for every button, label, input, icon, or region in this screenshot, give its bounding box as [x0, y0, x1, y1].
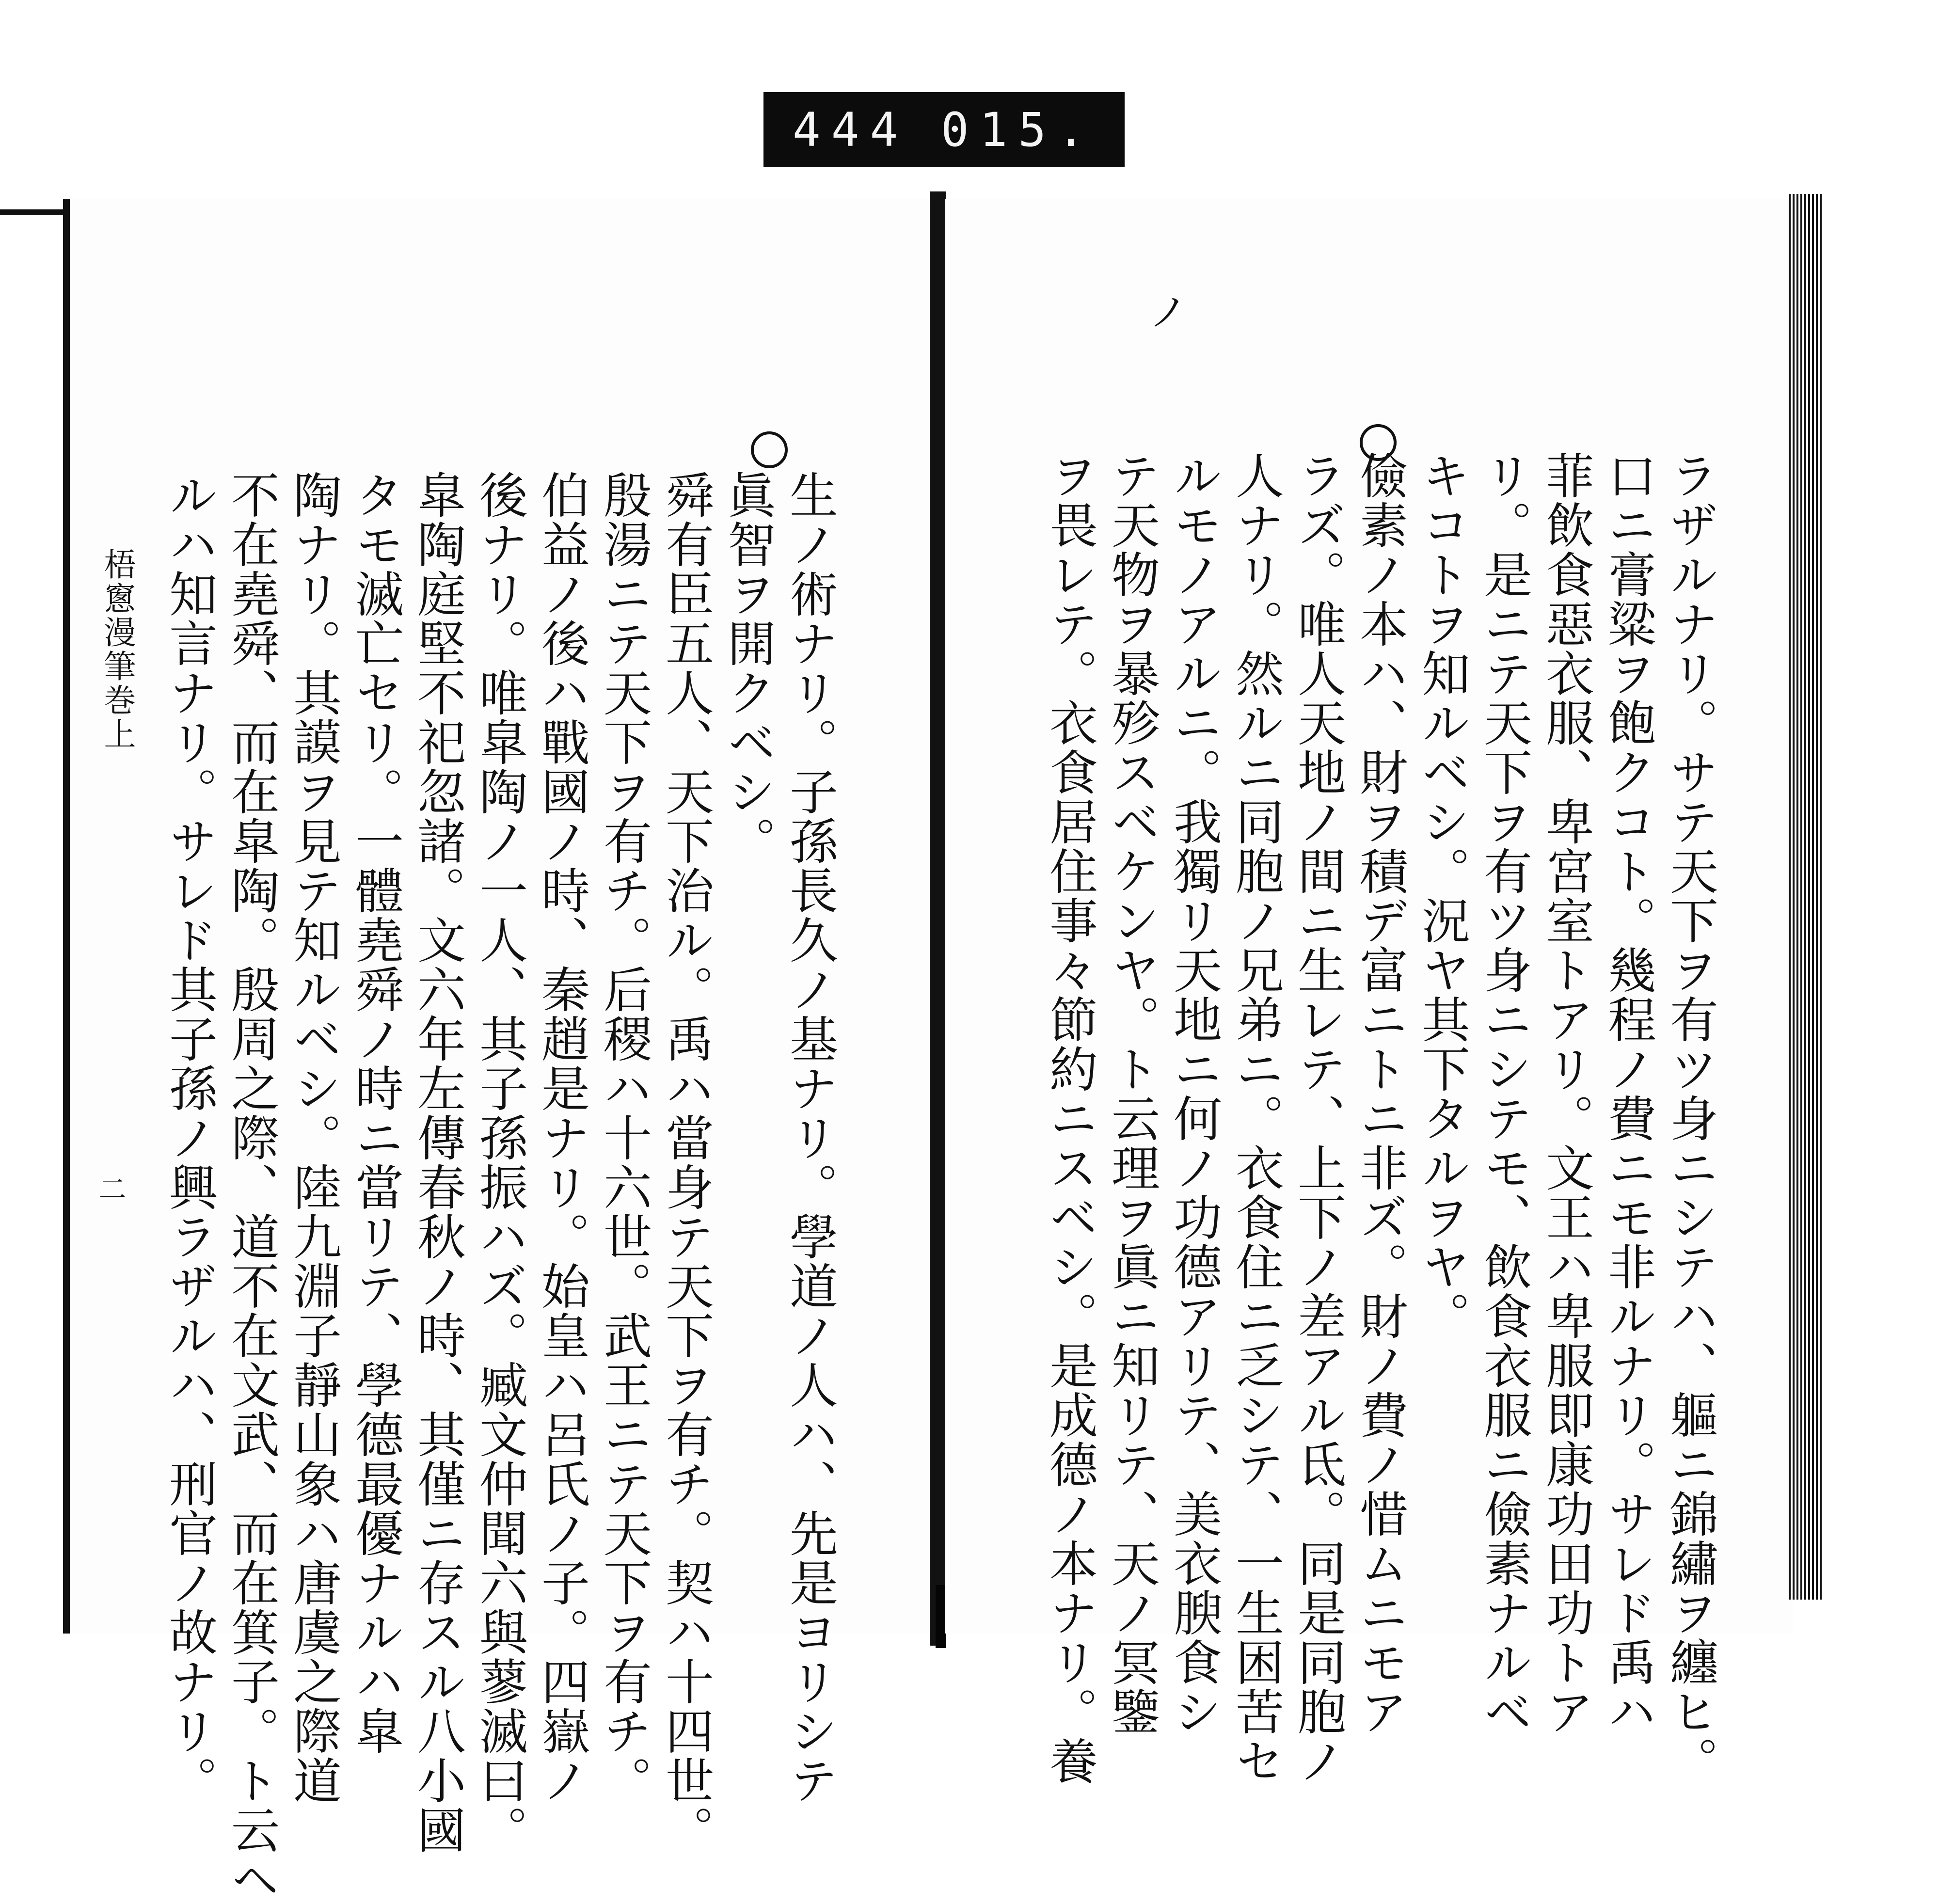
right-page-column: キコトヲ知ルベシ。況ヤ其下タルヲヤ。 — [1414, 451, 1470, 1341]
right-page-column: 儉素ノ本ハ、財ヲ積デ富ニトニ非ズ。財ノ費ノ惜ムニモア — [1351, 451, 1408, 1736]
left-page-column: 眞智ヲ開クベシ。 — [719, 470, 776, 866]
margin-mark: ノ — [1149, 290, 1188, 335]
right-page — [945, 199, 1794, 1786]
left-page-column: 不在堯舜、而在皐陶。殷周之際、道不在文武、而在箕子。ト云ヘ — [223, 470, 280, 1904]
left-page-column: 伯益ノ後ハ戰國ノ時、秦趙是ナリ。始皇ハ呂氏ノ子。四嶽ノ — [533, 470, 590, 1805]
left-page-column: 生ノ術ナリ。子孫長久ノ基ナリ。學道ノ人ハ、先是ヨリシテ — [781, 470, 838, 1805]
book-spine — [930, 191, 946, 1646]
right-page-column: リ。是ニテ天下ヲ有ツ身ニシテモ、飲食衣服ニ儉素ナルベ — [1476, 451, 1532, 1736]
right-page-column: テ天物ヲ暴殄スベケンヤ。ト云理ヲ眞ニ知リテ、天ノ冥鑒 — [1103, 451, 1160, 1736]
left-page-column: 後ナリ。唯皐陶ノ一人、其子孫振ハズ。臧文仲聞六與蓼滅曰。 — [471, 470, 528, 1855]
page-number: 二 — [99, 1174, 126, 1206]
left-page-column: ルハ知言ナリ。サレド其子孫ノ興ラザルハ、刑官ノ故ナリ。 — [161, 470, 218, 1805]
right-page-column: ルモノアルニ。我獨リ天地ニ何ノ功德アリテ、美衣腴食シ — [1165, 451, 1222, 1736]
left-book-edge — [0, 209, 65, 215]
right-page-column: ラズ。唯人天地ノ間ニ生レテ、上下ノ差アル氐。同是同胞ノ — [1289, 451, 1346, 1786]
left-page-column: 陶ナリ。其謨ヲ見テ知ルベシ。陸九淵子靜山象ハ唐虞之際道 — [285, 470, 342, 1805]
left-page-column: 皐陶庭堅不祀忽諸。文六年左傳春秋ノ時、其僅ニ存スル八小國 — [409, 470, 466, 1855]
book-spine-foot — [936, 1585, 946, 1648]
right-page-column: ヲ畏レテ。衣食居住事々節約ニスベシ。是成德ノ本ナリ。養 — [1041, 451, 1098, 1786]
left-page-column: タモ滅亡セリ。一體堯舜ノ時ニ當リテ、學德最優ナルハ皐 — [347, 470, 404, 1756]
running-header: 梧窻漫筆巻上 — [98, 548, 136, 751]
microfilm-label — [763, 92, 1125, 167]
right-page-edges — [1789, 194, 1823, 1600]
label-frame-number: 015. — [940, 102, 1096, 157]
circle-mark-left — [751, 431, 788, 468]
left-page — [63, 199, 938, 1904]
right-page-column: 菲飲食惡衣服、卑宮室トアリ。文王ハ卑服即康功田功トア — [1538, 451, 1594, 1736]
right-page-column: 口ニ膏粱ヲ飽クコト。幾程ノ費ニモ非ルナリ。サレド禹ハ — [1600, 451, 1656, 1736]
right-page-column: 人ナリ。然ルニ同胞ノ兄弟ニ。衣食住ニ乏シテ、一生困苦セ — [1227, 451, 1284, 1786]
left-page-column: 舜有臣五人、天下治ル。禹ハ當身テ天下ヲ有チ。契ハ十四世。 — [657, 470, 714, 1855]
left-page-column: 殷湯ニテ天下ヲ有チ。后稷ハ十六世。武王ニテ天下ヲ有チ。 — [595, 470, 652, 1805]
right-page-column: ラザルナリ。サテ天下ヲ有ツ身ニシテハ、軀ニ錦繡ヲ纏ヒ。 — [1662, 451, 1718, 1786]
label-reel-number: 444 — [793, 102, 909, 157]
